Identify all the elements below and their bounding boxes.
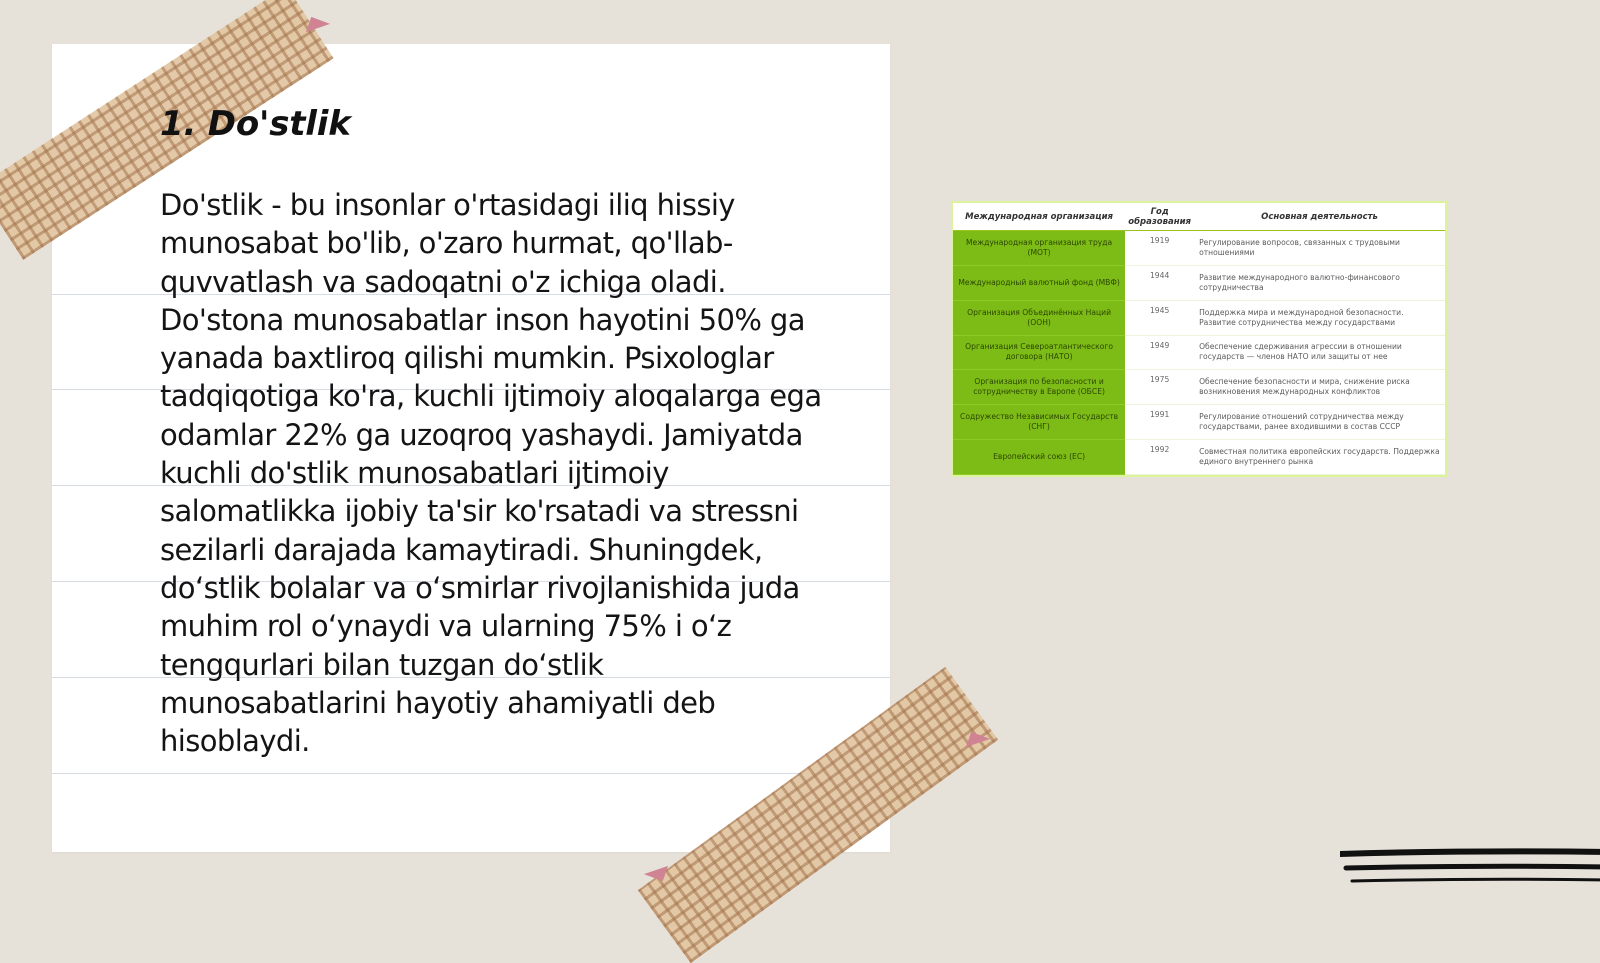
paper-rule-line xyxy=(52,773,890,774)
organizations-table xyxy=(953,203,1445,475)
table-header: Международная организация xyxy=(953,203,1125,231)
org-cell: Международная организация труда (МОТ) xyxy=(953,231,1125,266)
table-row xyxy=(953,440,1445,475)
table-row xyxy=(953,405,1445,440)
org-cell: Организация Объединённых Наций (ООН) xyxy=(953,300,1125,335)
table-header: Год образования xyxy=(1125,203,1194,231)
slide-body-text: Do'stlik - bu insonlar o'rtasidagi iliq hissiy munosabat bo'lib, o'zaro hurmat, qo'llab-quvvatlash va sadoqatni o'z ichiga oladi. Do'stona munosabatlar inson hayotini 50% ga yanada baxtliroq qilishi mumkin. Psixologlar tadqiqotiga ko'ra, kuchli ijtimoiy aloqalarga ega odamlar 22% ga uzoqroq yashaydi. Jamiyatda kuchli do'stlik munosabatlari ijtimoiy salomatlikka ijobiy ta'sir ko'rsatadi va stressni sezilarli darajada kamaytiradi. Shuningdek, do‘stlik bolalar va o‘smirlar rivojlanishida juda muhim rol o‘ynaydi va ularning 75% i o‘z tengqurlari bilan tuzgan do‘stlik munosabatlarini hayotiy ahamiyatli deb hisoblaydi. xyxy=(160,188,822,759)
table-row xyxy=(953,300,1445,335)
table-row xyxy=(953,370,1445,405)
year-cell: 1991 xyxy=(1125,405,1194,440)
activity-cell: Регулирование вопросов, связанных с трудовыми отношениями xyxy=(1194,231,1445,266)
activity-cell: Регулирование отношений сотрудничества между государствами, ранее входившими в состав СССР xyxy=(1194,405,1445,440)
table-row xyxy=(953,335,1445,370)
year-cell: 1919 xyxy=(1125,231,1194,266)
year-cell: 1944 xyxy=(1125,265,1194,300)
org-cell: Организация Североатлантического договора (НАТО) xyxy=(953,335,1125,370)
table-row xyxy=(953,231,1445,266)
year-cell: 1992 xyxy=(1125,440,1194,475)
org-cell: Европейский союз (ЕС) xyxy=(953,440,1125,475)
org-cell: Международный валютный фонд (МВФ) xyxy=(953,265,1125,300)
organizations-table-image xyxy=(951,201,1447,477)
activity-cell: Обеспечение сдерживания агрессии в отношении государств — членов НАТО или защиты от нее xyxy=(1194,335,1445,370)
table-row xyxy=(953,265,1445,300)
table-header-row xyxy=(953,203,1445,231)
year-cell: 1945 xyxy=(1125,300,1194,335)
year-cell: 1949 xyxy=(1125,335,1194,370)
year-cell: 1975 xyxy=(1125,370,1194,405)
org-cell: Организация по безопасности и сотрудничеству в Европе (ОБСЕ) xyxy=(953,370,1125,405)
org-cell: Содружество Независимых Государств (СНГ) xyxy=(953,405,1125,440)
activity-cell: Обеспечение безопасности и мира, снижение риска возникновения международных конфликтов xyxy=(1194,370,1445,405)
brush-stroke-decoration xyxy=(1340,848,1600,896)
slide-title: 1. Do'stlik xyxy=(160,104,351,144)
activity-cell: Поддержка мира и международной безопасности. Развитие сотрудничества между государствами xyxy=(1194,300,1445,335)
table-header: Основная деятельность xyxy=(1194,203,1445,231)
activity-cell: Развитие международного валютно-финансового сотрудничества xyxy=(1194,265,1445,300)
activity-cell: Совместная политика европейских государств. Поддержка единого внутреннего рынка xyxy=(1194,440,1445,475)
